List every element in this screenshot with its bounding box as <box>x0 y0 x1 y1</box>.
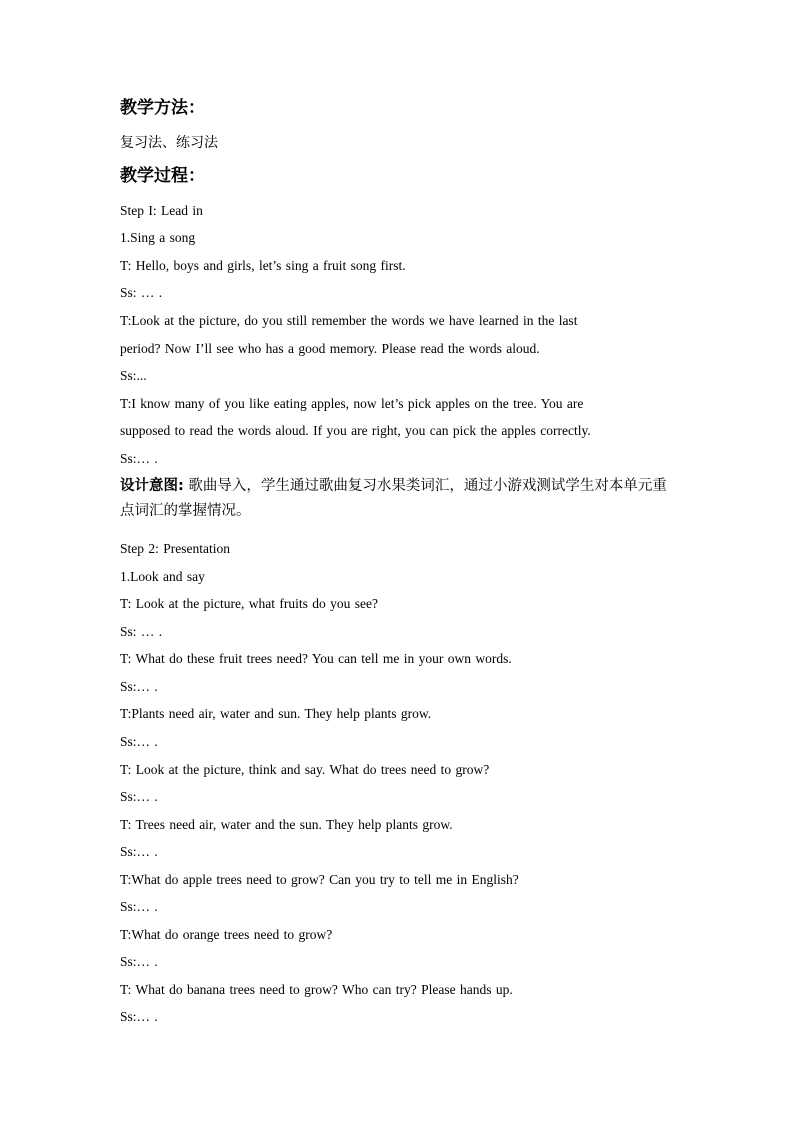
step2-line: Ss: … . <box>120 624 163 639</box>
step1-line: T:I know many of you like eating apples, now let’s pick apples on the tree. You are <box>120 396 584 411</box>
step2-line: Ss:… . <box>120 679 158 694</box>
step1-line: 1.Sing a song <box>120 230 196 245</box>
step2-line: T:What do orange trees need to grow? <box>120 927 333 942</box>
step2-line: Ss:… . <box>120 954 158 969</box>
step2-title: Step 2: Presentation <box>120 541 230 556</box>
teaching-method-text: 复习法、练习法 <box>120 135 218 151</box>
step2-line: Ss:… . <box>120 1009 158 1024</box>
step1-line: T: Hello, boys and girls, let’s sing a fruit song first. <box>120 258 406 273</box>
design-intent-label: 设计意图: <box>120 478 184 494</box>
step2-line: T: What do these fruit trees need? You can tell me in your own words. <box>120 651 512 666</box>
teaching-method-heading: 教学方法： <box>120 98 205 118</box>
step2-line: Ss:… . <box>120 899 158 914</box>
step1-line: Ss:... <box>120 368 147 383</box>
step1-line: period? Now I’ll see who has a good memory. Please read the words aloud. <box>120 341 540 356</box>
step2-line: T: Trees need air, water and the sun. They help plants grow. <box>120 817 453 832</box>
step2-line: 1.Look and say <box>120 569 205 584</box>
step2-line: T:Plants need air, water and sun. They help plants grow. <box>120 706 432 721</box>
design-intent-note <box>120 474 680 524</box>
step1-title: Step I: Lead in <box>120 203 203 218</box>
step2-line: Ss:… . <box>120 789 158 804</box>
step1-line: T:Look at the picture, do you still remember the words we have learned in the last <box>120 313 578 328</box>
step1-line: Ss:… . <box>120 451 158 466</box>
step2-line: T: What do banana trees need to grow? Who can try? Please hands up. <box>120 982 513 997</box>
design-intent-text: 歌曲导入，学生通过歌曲复习水果类词汇，通过小游戏测试学生对本单元重点词汇的掌握情况。 <box>120 478 667 519</box>
step1-line: Ss: … . <box>120 285 163 300</box>
step2-line: T:What do apple trees need to grow? Can you try to tell me in English? <box>120 872 519 887</box>
step2-line: T: Look at the picture, what fruits do you see? <box>120 596 379 611</box>
step1-line: supposed to read the words aloud. If you are right, you can pick the apples correctly. <box>120 423 591 438</box>
step2-line: Ss:… . <box>120 844 158 859</box>
step2-line: Ss:… . <box>120 734 158 749</box>
teaching-process-heading: 教学过程： <box>120 166 205 186</box>
step2-line: T: Look at the picture, think and say. What do trees need to grow? <box>120 762 490 777</box>
